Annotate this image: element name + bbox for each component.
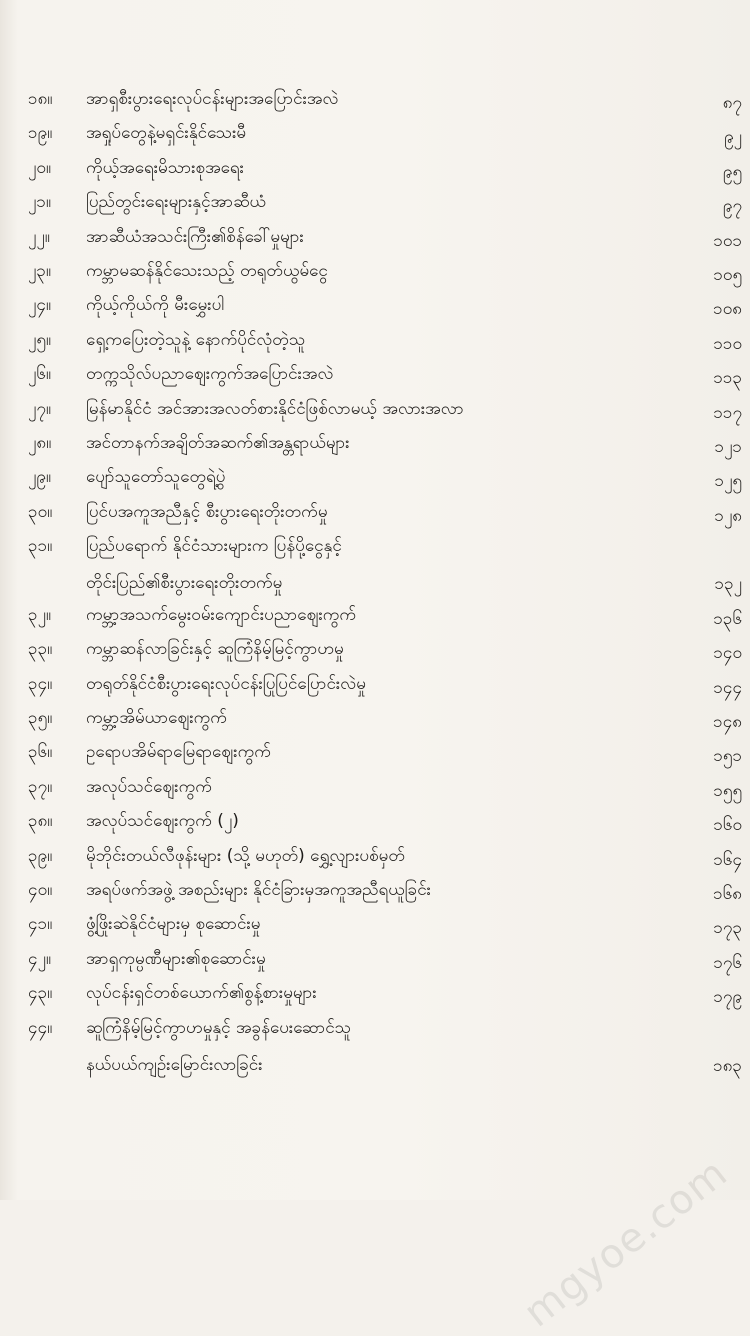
chapter-number: ၄၃။ [28,983,53,1004]
chapter-title-line: ဥရောပအိမ်ရာမြေရာဈေးကွက် [86,742,271,763]
toc-entry [28,426,744,460]
chapter-number: ၄၀။ [28,880,53,900]
chapter-title-line: လုပ်ငန်းရှင်တစ်ယောက်၏စွန့်စားမှုများ [86,983,317,1004]
chapter-title [86,707,656,732]
toc-entry [28,598,744,632]
chapter-title-line: ပျော်သူတော်သူတွေရဲ့ပွဲ [86,467,226,488]
chapter-number: ၂၉။ [28,467,52,488]
chapter-title-line: ကမ္ဘာဆန်လာခြင်းနှင့် ဆူကြံနိမ့်မြင့်ကွာဟမှု [86,639,344,660]
chapter-number: ၁၈။ [28,89,53,109]
chapter-title [86,363,656,388]
page-number: ၁၃၆ [713,608,742,629]
chapter-title [86,982,656,1007]
chapter-number: ၂၀။ [28,157,52,178]
toc-entry [28,976,744,1010]
chapter-title-line: တိုင်းပြည်၏စီးပွားရေးတိုးတက်မှု [86,573,283,594]
chapter-title-line: နယ်ပယ်ကျဉ်းမြောင်းလာခြင်း [86,1054,263,1075]
toc-entry [28,288,744,322]
chapter-number: ၃၄။ [28,673,53,694]
chapter-title-line: တရုတ်နိုင်ငံစီးပွားရေးလုပ်ငန်းပြုပြင်ပြောင်းလဲမှု [86,673,366,694]
chapter-title-line: ပြင်ပအကူအညီနှင့် စီးပွားရေးတိုးတက်မှု [86,501,328,522]
page-number: ၁၀၁ [713,230,742,251]
chapter-title-line: ကမ္ဘာ့အိမ်ယာဈေးကွက် [86,708,227,729]
chapter-title [86,501,656,526]
watermark: mgyoe.com [515,1149,736,1336]
toc-entry [28,907,744,941]
chapter-number: ၃၂။ [28,604,52,625]
chapter-title [86,741,656,766]
toc-entry [28,873,744,907]
page-number: ၁၄၈ [713,712,742,733]
chapter-title [86,260,656,285]
chapter-title [86,88,656,113]
chapter-title-line: ကိုယ့်အရေးမိသားစုအရေး [86,157,244,178]
chapter-title-line: ကမ္ဘာမဆန်နိုင်သေးသည့် တရုတ်ယွမ်ငွေ [86,260,328,281]
page-number: ၁၆၈ [713,884,742,904]
chapter-title-line: အရှုပ်တွေနဲ့မရှင်းနိုင်သေးမီ [86,123,247,144]
toc-entry [28,254,744,288]
toc-entry [28,804,744,838]
toc-entry [28,735,744,769]
chapter-title [86,673,656,698]
toc-entry [28,220,744,254]
chapter-number: ၂၈။ [28,432,52,453]
toc-entry [28,185,744,219]
page-number: ၁၅၅ [713,780,742,801]
chapter-title-line: ဖွံ့ဖြိုးဆဲနိုင်ငံများမှ စုဆောင်းမှု [86,914,261,935]
chapter-number: ၃၁။ [28,536,53,557]
toc-entry [28,1011,744,1080]
chapter-title-line: အရပ်ဖက်အဖွဲ့ အစည်းများ နိုင်ငံခြားမှအကူအညီရယူခြင်း [86,880,431,900]
chapter-number: ၂၅။ [28,329,52,350]
page-number: ၁၀၅ [713,264,742,285]
chapter-title [86,810,656,835]
toc-entry [28,701,744,735]
chapter-number: ၂၁။ [28,192,52,213]
toc-entry [28,667,744,701]
chapter-title-line: တက္ကသိုလ်ပညာဈေးကွက်အပြောင်းအလဲ [86,364,334,385]
page-number: ၁၃၂ [714,574,742,595]
chapter-title [86,191,656,216]
chapter-title-line: ကမ္ဘာ့အသက်မွေးဝမ်းကျောင်းပညာဈေးကွက် [86,604,357,625]
page-number: ၉၂ [724,127,742,148]
chapter-title-line: ပြည်တွင်းရေးများနှင့်အာဆီယံ [86,192,267,213]
chapter-number: ၃၀။ [28,501,53,522]
chapter-number: ၃၉။ [28,845,53,866]
chapter-title [86,329,656,354]
chapter-title-line: မိုဘိုင်းတယ်လီဖုန်းများ (သို့ မဟုတ်) ရွှေ့လျားပစ်မှတ် [86,845,405,866]
page-number: ၁၆၄ [713,849,742,870]
page-number: ၁၈၃ [713,1055,742,1076]
chapter-title [86,604,656,629]
chapter-title-line: အလုပ်သင်ဈေးကွက် (၂) [86,811,239,832]
chapter-title [86,432,656,457]
page-number: ၁၁၇ [713,402,742,423]
toc-entry [28,357,744,391]
chapter-number: ၂၄။ [28,295,52,316]
chapter-title [86,122,656,147]
toc-entry [28,323,744,357]
chapter-number: ၃၆။ [28,742,53,763]
toc-entry [28,495,744,529]
page-number: ၁၄၄ [713,677,742,698]
page-number: ၁၂၅ [714,471,742,492]
chapter-title [86,466,656,491]
table-of-contents [28,82,744,1079]
chapter-number: ၄၄။ [28,1017,53,1038]
chapter-title-line: အလုပ်သင်ဈေးကွက် [86,776,212,797]
chapter-number: ၄၂။ [28,948,52,969]
chapter-number: ၃၈။ [28,811,53,832]
chapter-title-line: ပြည်ပရောက် နိုင်ငံသားများက ပြန်ပို့ငွေနှင့် [86,536,342,557]
toc-entry [28,82,744,116]
page-number: ၉၅ [722,161,742,182]
chapter-title-line: အာရှကုမ္ပဏီများ၏စုဆောင်းမှု [86,948,266,969]
page-number: ၈၇ [722,93,742,113]
page-number: ၁၇၆ [713,952,742,973]
chapter-title [86,879,656,904]
chapter-title-line: ရှေ့ကပြေးတဲ့သူနဲ့ နောက်ပိုင်လုံတဲ့သူ [86,329,306,350]
toc-entry [28,839,744,873]
chapter-number: ၁၉။ [28,123,53,144]
toc-entry [28,770,744,804]
toc-entry [28,460,744,494]
chapter-title-line: အာဆီယံအသင်းကြီး၏စိန်ခေါ်မှုများ [86,226,304,247]
chapter-title [86,294,656,319]
page-number: ၁၂၈ [714,505,742,526]
chapter-title [86,638,656,663]
toc-entry [28,116,744,150]
toc-entry [28,942,744,976]
page-number: ၁၇၉ [713,987,742,1008]
page-number: ၁၄၀ [713,643,742,664]
page-number: ၉၇ [722,196,742,217]
toc-entry [28,151,744,185]
chapter-number: ၂၃။ [28,260,52,281]
page-number: ၁၇၃ [713,918,742,939]
toc-entry [28,529,744,598]
chapter-number: ၂၂။ [28,226,50,247]
page-number: ၁၅၁ [713,746,742,767]
chapter-title [86,1017,656,1079]
page-number: ၁၂၁ [714,436,742,457]
chapter-number: ၂၇။ [28,398,52,419]
page-number: ၁၁၀ [713,333,742,354]
chapter-title [86,535,656,597]
chapter-number: ၄၁။ [28,914,53,935]
chapter-title [86,913,656,938]
chapter-number: ၂၆။ [28,364,52,385]
chapter-title-line: အင်တာနက်အချိတ်အဆက်၏အန္တရာယ်များ [86,432,350,453]
chapter-title [86,776,656,801]
chapter-title [86,157,656,182]
chapter-title-line: ကိုယ့်ကိုယ်ကို မီးမွှေးပါ [86,295,225,316]
page-number: ၁၆၀ [713,815,742,836]
chapter-title [86,226,656,251]
chapter-number: ၃၇။ [28,776,53,797]
chapter-number: ၃၃။ [28,639,53,660]
chapter-title-line: ဆူကြံနိမ့်မြင့်ကွာဟမှုနှင့် အခွန်ပေးဆောင်သူ [86,1017,352,1038]
chapter-title-line: အာရှစီးပွားရေးလုပ်ငန်းများအပြောင်းအလဲ [86,89,339,109]
chapter-title [86,398,656,423]
toc-entry [28,392,744,426]
chapter-title [86,948,656,973]
page-number: ၁၀၈ [713,299,742,320]
page-number: ၁၁၃ [713,368,742,389]
toc-entry [28,632,744,666]
chapter-title [86,845,656,870]
chapter-title-line: မြန်မာနိုင်ငံ အင်အားအလတ်စားနိုင်ငံဖြစ်လာမယ့် အလားအလာ [86,398,464,419]
chapter-number: ၃၅။ [28,708,53,729]
